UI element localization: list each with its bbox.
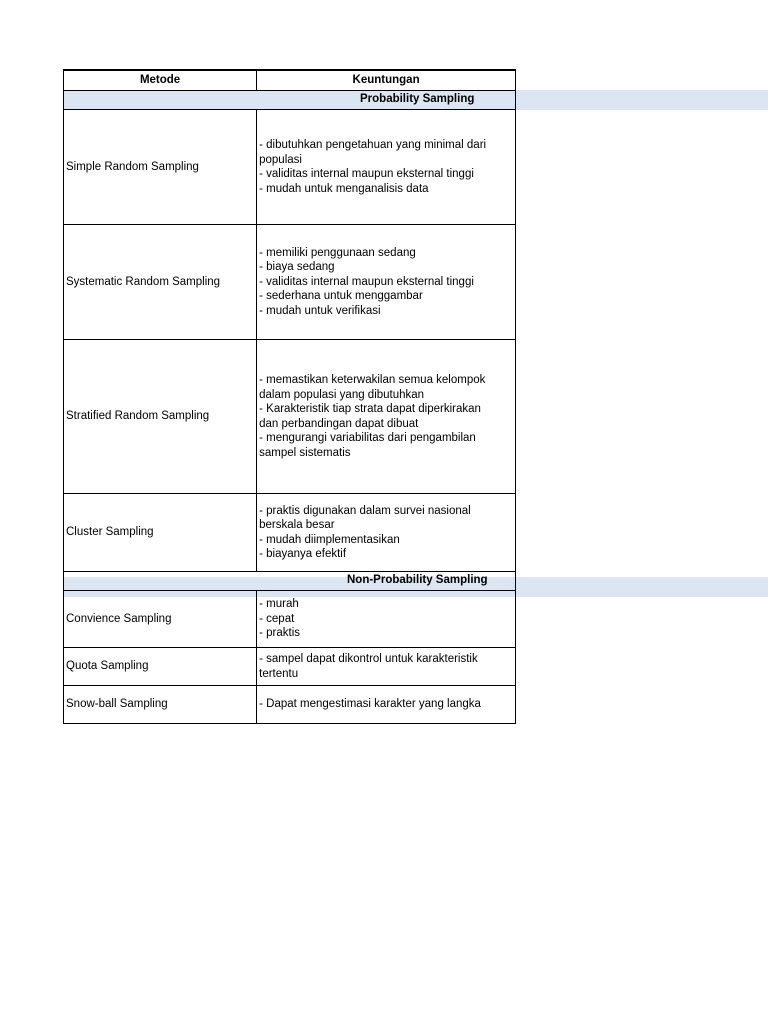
section-row-non-probability — [64, 572, 516, 591]
benefit-line: - Dapat mengestimasi karakter yang langka — [259, 698, 481, 711]
section-title-non-probability: Non-Probability Sampling — [347, 574, 488, 586]
benefit-line: - memiliki penggunaan sedang — [259, 246, 416, 259]
keuntungan-cell — [257, 110, 516, 225]
metode-cell: Quota Sampling — [64, 648, 257, 686]
benefit-line: - memastikan keterwakilan semua kelompok — [259, 374, 486, 386]
benefit-line: - biaya sedang — [259, 261, 335, 274]
benefit-line: - praktis digunakan dalam survei nasional — [259, 504, 471, 517]
benefit-line: - mudah untuk verifikasi — [259, 304, 381, 317]
keuntungan-cell — [257, 648, 516, 686]
table-row — [64, 340, 516, 494]
keuntungan-cell — [257, 340, 516, 494]
section-row-probability — [64, 91, 516, 110]
sampling-methods-table — [63, 69, 516, 724]
benefit-line: - mudah diimplementasikan — [259, 533, 400, 546]
benefit-line: - mengurangi variabilitas dari pengambilan — [259, 432, 476, 444]
section-title-cell — [64, 91, 516, 110]
keuntungan-cell — [257, 494, 516, 572]
metode-cell: Stratified Random Sampling — [64, 340, 257, 494]
metode-cell: Systematic Random Sampling — [64, 225, 257, 340]
benefit-line: - dibutuhkan pengetahuan yang minimal dari — [259, 139, 487, 151]
table-row — [64, 110, 516, 225]
benefit-line: dan perbandingan dapat dibuat — [259, 417, 419, 430]
benefit-line: - validitas internal maupun eksternal tinggi — [259, 275, 474, 288]
benefit-line: populasi — [259, 153, 302, 166]
keuntungan-cell — [257, 591, 516, 648]
section-title-cell — [64, 572, 516, 591]
header-metode: Metode — [64, 70, 257, 91]
benefit-line: - sederhana untuk menggambar — [259, 290, 423, 303]
benefit-line: berskala besar — [259, 519, 335, 531]
table-row — [64, 591, 516, 648]
benefit-line: - biayanya efektif — [259, 548, 347, 560]
keuntungan-cell — [257, 686, 516, 724]
header-row — [64, 70, 516, 91]
benefit-line: - murah — [259, 598, 299, 611]
benefit-line: - Karakteristik tiap strata dapat diperkirakan — [259, 403, 481, 415]
metode-cell: Cluster Sampling — [64, 494, 257, 572]
metode-cell: Snow-ball Sampling — [64, 686, 257, 724]
table-row — [64, 494, 516, 572]
benefit-line: sampel sistematis — [259, 446, 351, 459]
benefit-line: - praktis — [259, 627, 301, 640]
metode-cell: Convience Sampling — [64, 591, 257, 648]
benefit-line: - cepat — [259, 612, 295, 625]
benefit-line: - sampel dapat dikontrol untuk karakteristik — [259, 653, 478, 665]
benefit-line: - mudah untuk menganalisis data — [259, 182, 429, 195]
benefit-line: dalam populasi yang dibutuhkan — [259, 388, 425, 401]
table-row — [64, 648, 516, 686]
table-row — [64, 686, 516, 724]
header-keuntungan: Keuntungan — [257, 70, 516, 91]
benefit-line: - validitas internal maupun eksternal tinggi — [259, 168, 474, 180]
section-title-probability: Probability Sampling — [360, 93, 475, 105]
metode-cell: Simple Random Sampling — [64, 110, 257, 225]
keuntungan-cell — [257, 225, 516, 340]
benefit-line: tertentu — [259, 667, 299, 680]
table-row — [64, 225, 516, 340]
